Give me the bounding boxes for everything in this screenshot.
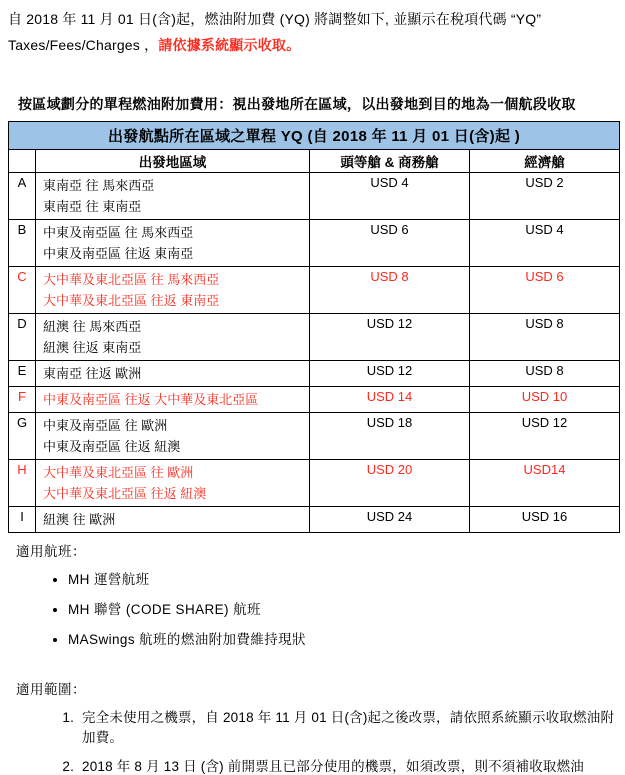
table-row [9, 267, 620, 314]
route-line: 中東及南亞區 往返 大中華及東北亞區 [43, 392, 259, 407]
table-row [9, 361, 620, 387]
applicable-flights-heading: 適用航班： [16, 544, 86, 559]
section-title: 按區域劃分的單程燃油附加費用：視出發地所在區域，以出發地到目的地為一個航段收取 [18, 96, 576, 112]
row-economy-fee: USD 8 [470, 314, 620, 361]
row-letter: D [9, 314, 36, 361]
table-row [9, 173, 620, 220]
route-line: 紐澳 往 馬來西亞 [43, 319, 142, 334]
applicable-scope-heading: 適用範圍： [16, 682, 86, 697]
row-economy-fee: USD 2 [470, 173, 620, 220]
row-premium-fee: USD 14 [310, 387, 470, 413]
column-header-letter [9, 150, 36, 173]
row-routes [36, 507, 310, 533]
row-premium-fee: USD 18 [310, 413, 470, 460]
table-row [9, 460, 620, 507]
table-banner-row [9, 122, 620, 150]
row-routes [36, 413, 310, 460]
table-banner: 出發航點所在區域之單程 YQ (自 2018 年 11 月 01 日(含)起 ) [9, 122, 620, 150]
route-line: 大中華及東北亞區 往 馬來西亞 [43, 272, 220, 287]
route-line: 大中華及東北亞區 往返 東南亞 [43, 293, 220, 308]
row-economy-fee: USD 10 [470, 387, 620, 413]
applicable-flight-item: • MASwings 航班的燃油附加費維持現狀 [68, 628, 617, 648]
row-letter: A [9, 173, 36, 220]
route-line: 中東及南亞區 往返 東南亞 [43, 246, 194, 261]
column-header-economy-class: 經濟艙 [470, 150, 620, 173]
route-line: 紐澳 往返 東南亞 [43, 340, 142, 355]
row-letter: G [9, 413, 36, 460]
row-routes [36, 220, 310, 267]
row-economy-fee: USD 16 [470, 507, 620, 533]
route-line: 東南亞 往返 歐洲 [43, 366, 142, 381]
applicable-flights-list [16, 568, 617, 648]
row-economy-fee: USD14 [470, 460, 620, 507]
intro-alert-text: 請依據系統顯示收取。 [158, 37, 301, 53]
row-premium-fee: USD 6 [310, 220, 470, 267]
row-letter: I [9, 507, 36, 533]
table-row [9, 220, 620, 267]
row-premium-fee: USD 12 [310, 314, 470, 361]
fuel-surcharge-table [8, 121, 620, 533]
table-column-header-row [9, 150, 620, 173]
table-row [9, 413, 620, 460]
row-routes [36, 173, 310, 220]
route-line: 中東及南亞區 往 歐洲 [43, 418, 168, 433]
applicable-flights-section [16, 540, 617, 648]
applicable-scope-item: 1. 完全未使用之機票，自 2018 年 11 月 01 日(含)起之後改票，請依照系統顯示收取燃油附加費。 [78, 706, 617, 746]
route-line: 紐澳 往 歐洲 [43, 512, 116, 527]
column-header-premium-class: 頭等艙 & 商務艙 [310, 150, 470, 173]
table-row [9, 314, 620, 361]
applicable-flight-item: • MH 聯營 (CODE SHARE) 航班 [68, 598, 617, 618]
row-economy-fee: USD 6 [470, 267, 620, 314]
applicable-flight-item: • MH 運營航班 [68, 568, 617, 588]
row-routes [36, 460, 310, 507]
applicable-scope-item: 2. 2018 年 8 月 13 日 (含) 前開票且已部分使用的機票，如須改票，則不須補收取燃油 [78, 755, 617, 775]
row-routes [36, 387, 310, 413]
route-line: 中東及南亞區 往返 紐澳 [43, 439, 181, 454]
row-routes [36, 361, 310, 387]
row-economy-fee: USD 12 [470, 413, 620, 460]
route-line: 中東及南亞區 往 馬來西亞 [43, 225, 194, 240]
row-premium-fee: USD 4 [310, 173, 470, 220]
row-routes [36, 314, 310, 361]
row-premium-fee: USD 8 [310, 267, 470, 314]
row-routes [36, 267, 310, 314]
table-row [9, 387, 620, 413]
applicable-scope-list [16, 706, 617, 775]
table-row [9, 507, 620, 533]
intro-paragraph [8, 6, 617, 58]
row-letter: C [9, 267, 36, 314]
route-line: 大中華及東北亞區 往 歐洲 [43, 465, 194, 480]
row-letter: F [9, 387, 36, 413]
row-premium-fee: USD 20 [310, 460, 470, 507]
route-line: 東南亞 往 東南亞 [43, 199, 142, 214]
row-premium-fee: USD 24 [310, 507, 470, 533]
row-economy-fee: USD 4 [470, 220, 620, 267]
intro-text: 自 2018 年 11 月 01 日(含)起，燃油附加費 (YQ) 將調整如下, 並顯示在稅項代碼 “YQ” Taxes/Fees/Charges ， [8, 11, 542, 53]
row-letter: E [9, 361, 36, 387]
route-line: 東南亞 往 馬來西亞 [43, 178, 155, 193]
column-header-region: 出發地區域 [36, 150, 310, 173]
route-line: 大中華及東北亞區 往返 紐澳 [43, 486, 207, 501]
row-letter: H [9, 460, 36, 507]
applicable-scope-section [16, 678, 617, 775]
row-economy-fee: USD 8 [470, 361, 620, 387]
row-letter: B [9, 220, 36, 267]
row-premium-fee: USD 12 [310, 361, 470, 387]
